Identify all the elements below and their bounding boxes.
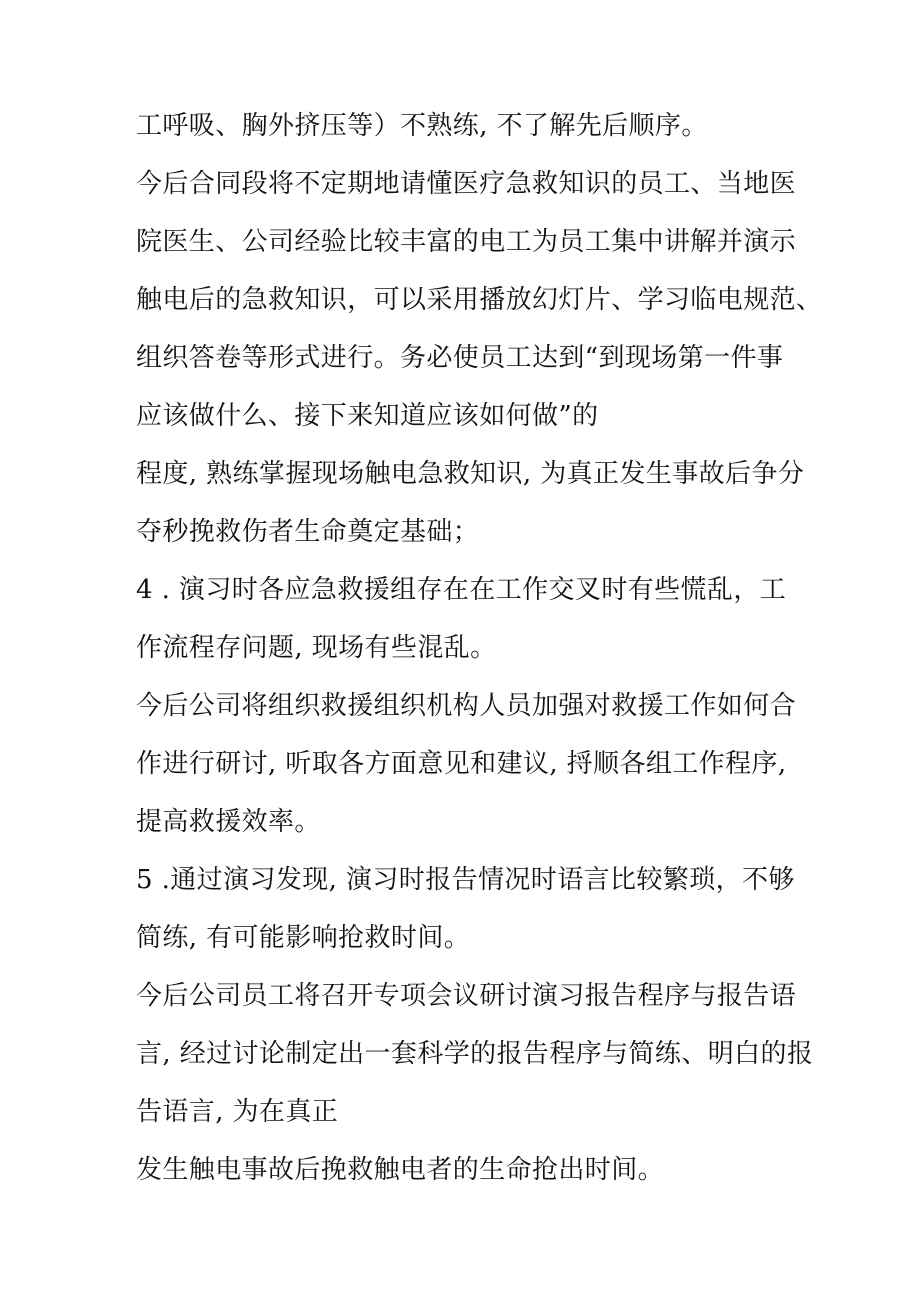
- text-line: 告语言, 为在真正: [136, 1097, 339, 1127]
- text-line: 程度, 熟练掌握现场触电急救知识, 为真正发生事故后争分: [136, 459, 805, 489]
- text-line: 提高救援效率。: [136, 807, 321, 837]
- text-line: 简练, 有可能影响抢救时间。: [136, 923, 471, 953]
- text-line: 今后合同段将不定期地请懂医疗急救知识的员工、当地医: [136, 169, 797, 199]
- text-line: 5 .通过演习发现, 演习时报告情况时语言比较繁琐，不够: [136, 865, 795, 895]
- text-line: 触电后的急救知识，可以采用播放幻灯片、学习临电规范、: [136, 285, 823, 315]
- text-line: 作流程存问题, 现场有些混乱。: [136, 633, 497, 663]
- text-line: 作进行研讨, 听取各方面意见和建议, 捋顺各组工作程序,: [136, 749, 787, 779]
- text-line: 今后公司将组织救援组织机构人员加强对救援工作如何合: [136, 691, 797, 721]
- text-line: 工呼吸、胸外挤压等）不熟练, 不了解先后顺序。: [136, 111, 708, 141]
- text-line: 应该做什么、接下来知道应该如何做”的: [136, 401, 599, 431]
- text-line: 院医生、公司经验比较丰富的电工为员工集中讲解并演示: [136, 227, 797, 257]
- text-line: 组织答卷等形式进行。务必使员工达到“到现场第一件事: [136, 343, 784, 373]
- text-line: 发生触电事故后挽救触电者的生命抢出时间。: [136, 1155, 665, 1185]
- text-line: 夺秒挽救伤者生命奠定基础；: [136, 517, 480, 547]
- text-line: 言, 经过讨论制定出一套科学的报告程序与简练、明白的报: [136, 1039, 814, 1069]
- text-line: 今后公司员工将召开专项会议研讨演习报告程序与报告语: [136, 981, 797, 1011]
- text-line: 4 . 演习时各应急救援组存在在工作交叉时有些慌乱，工: [136, 575, 787, 605]
